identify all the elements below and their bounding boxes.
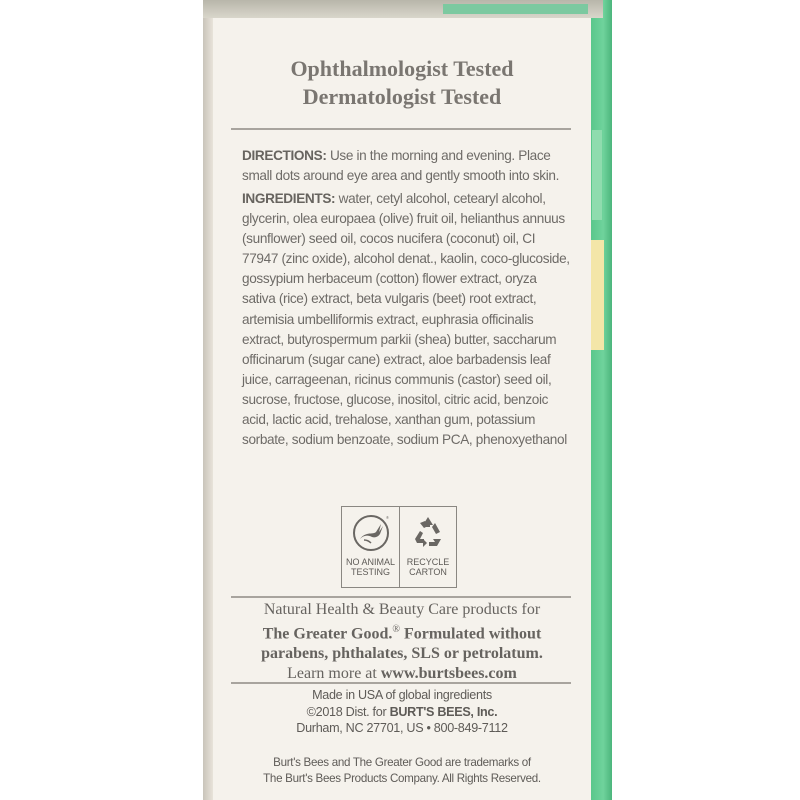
distributor-brand: BURT'S BEES, Inc. — [389, 704, 498, 719]
recycle-icon — [409, 513, 447, 553]
greater-good-line2 — [213, 620, 591, 644]
divider-top — [231, 128, 571, 130]
greater-good-bold: The Greater Good. — [262, 625, 393, 643]
registered-mark: ® — [392, 624, 400, 635]
carton-left-edge — [203, 0, 213, 800]
divider-middle — [231, 596, 571, 598]
leaping-bunny-icon — [352, 513, 390, 553]
distributor-line — [213, 704, 591, 721]
side-accent-stripe — [592, 130, 602, 220]
carton-top-flap — [203, 0, 603, 18]
distributor-prefix: ©2018 Dist. for — [306, 704, 390, 719]
directions-block — [242, 146, 570, 186]
greater-good-line3: parabens, phthalates, SLS or petrolatum. — [261, 645, 543, 663]
ingredients-text: water, cetyl alcohol, cetearyl alcohol, glycerin, olea europaea (olive) fruit oil, helianthus annuus (sunflower) seed oil, cocos nucifera (coconut) oil, CI 77947 (zinc oxide), alcohol denat., kaolin, coco-glucoside, gossypium herbaceum (cotton) flower extract, oryza sativa (rice) extract, beta vulgaris (beet) root extract, artemisia umbelliformis extract, euphrasia officinalis extract, butyrospermum parkii (shea) butter, saccharum officinarum (sugar cane) extract, aloe barbadensis leaf juice, carrageenan, ricinus communis (castor) seed oil, sucrose, fructose, glucose, inositol, citric acid, benzoic acid, lactic acid, trehalose, xanthan gum, potassium sorbate, sodium benzoate, sodium PCA, phenoxyethanol — [242, 191, 570, 448]
address-phone-line: Durham, NC 27701, US • 800-849-7112 — [296, 721, 508, 736]
website-link[interactable]: www.burtsbees.com — [380, 665, 517, 683]
manufacturer-info — [213, 687, 591, 737]
top-flap-green-strip — [443, 4, 588, 14]
trademark-notice — [213, 755, 591, 786]
formulated-without: Formulated without — [399, 625, 542, 643]
carton-back-panel — [213, 18, 591, 800]
no-animal-testing-label: NO ANIMAL TESTING — [345, 557, 395, 577]
ingredients-label: INGREDIENTS: — [242, 191, 336, 206]
no-animal-testing-badge — [342, 507, 399, 587]
greater-good-statement — [213, 600, 591, 684]
divider-bottom — [231, 682, 571, 684]
trademark-line2: The Burt's Bees Products Company. All Rights Reserved. — [263, 771, 541, 785]
recycle-carton-badge — [399, 507, 456, 587]
ingredients-block — [242, 189, 570, 450]
trademark-line1: Burt's Bees and The Greater Good are trademarks of — [273, 756, 531, 769]
recycle-carton-label: RECYCLE CARTON — [406, 557, 450, 577]
dermatologist-claim: Dermatologist Tested — [302, 84, 502, 109]
learn-more-prefix: Learn more at — [287, 665, 381, 683]
ophthalmologist-claim: Ophthalmologist Tested — [290, 56, 514, 81]
directions-text: Use in the morning and evening. Place small dots around eye area and gently smooth into skin. — [242, 148, 560, 184]
certification-badges — [341, 506, 457, 588]
made-in-line: Made in USA of global ingredients — [312, 688, 492, 702]
svg-text:®: ® — [385, 515, 389, 520]
directions-label: DIRECTIONS: — [242, 148, 327, 163]
greater-good-line1: Natural Health & Beauty Care products for — [263, 601, 541, 618]
side-yellow-stripe — [590, 240, 604, 350]
carton-side-panel — [590, 0, 612, 800]
